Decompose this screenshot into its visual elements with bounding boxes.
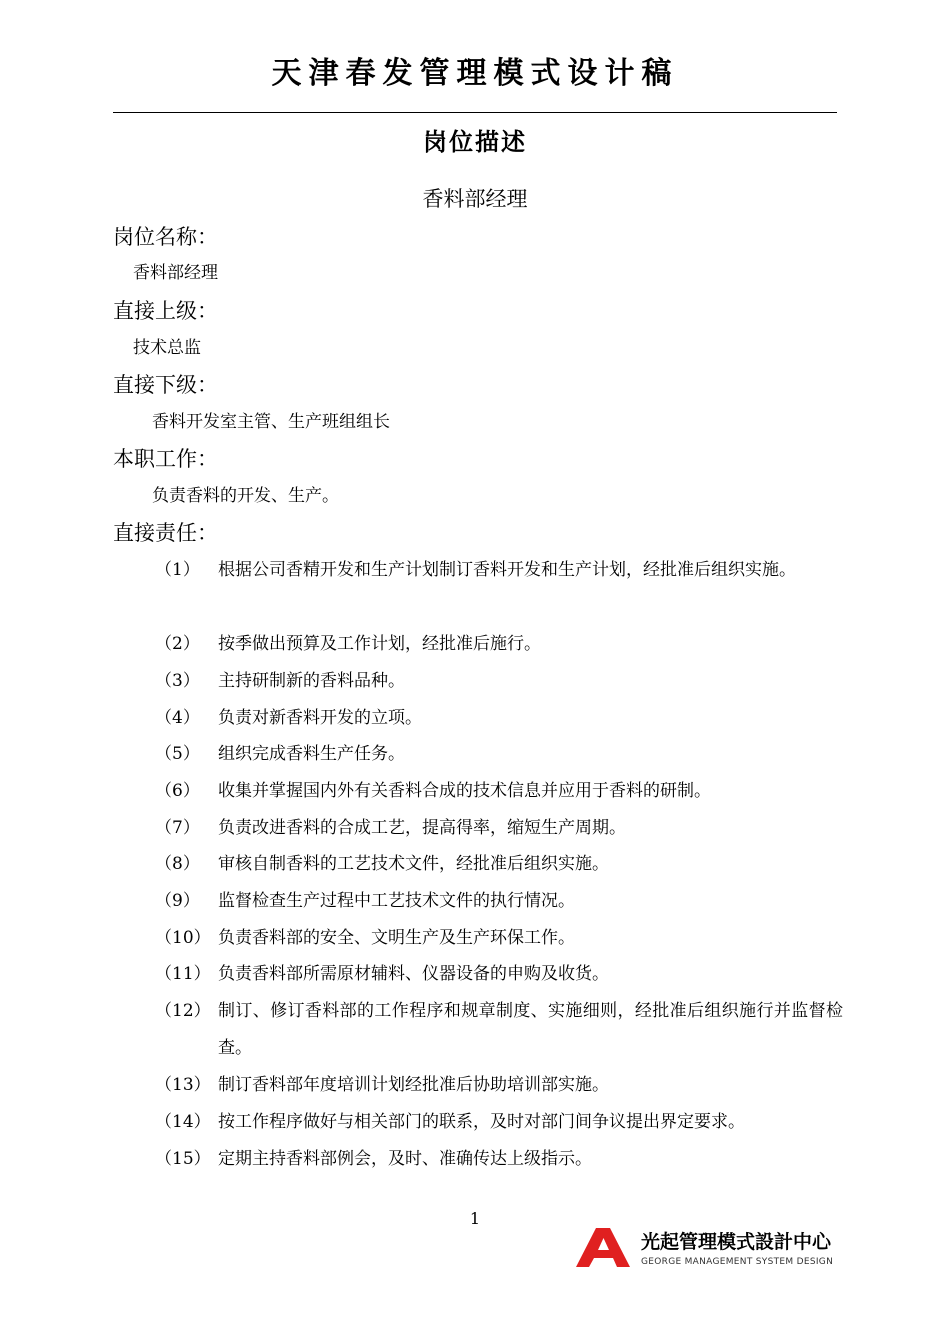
responsibility-text: 组织完成香料生产任务。 xyxy=(218,744,405,764)
responsibility-number: （2） xyxy=(155,634,200,654)
logo-name: 光起管理模式設計中心 xyxy=(641,1231,832,1253)
responsibility-text: 负责香料部的安全、文明生产及生产环保工作。 xyxy=(218,928,575,948)
responsibility-text: 审核自制香料的工艺技术文件，经批准后组织实施。 xyxy=(218,854,609,874)
document-title: 天津春发管理模式设计稿 xyxy=(271,56,679,91)
responsibility-text: 主持研制新的香料品种。 xyxy=(218,671,405,691)
responsibility-number: （4） xyxy=(155,708,200,728)
responsibilities-label: 直接责任： xyxy=(113,521,218,545)
responsibility-number: （12） xyxy=(155,1001,211,1021)
responsibility-number: （9） xyxy=(155,891,200,911)
responsibility-text: 按季做出预算及工作计划，经批准后施行。 xyxy=(218,634,541,654)
responsibility-text: 收集并掌握国内外有关香料合成的技术信息并应用于香料的研制。 xyxy=(218,781,711,801)
duty-value: 负责香料的开发、生产。 xyxy=(152,486,339,506)
responsibility-text: 根据公司香精开发和生产计划制订香料开发和生产计划，经批准后组织实施。 xyxy=(218,560,796,580)
responsibility-number: （8） xyxy=(155,854,200,874)
responsibility-number: （13） xyxy=(155,1075,211,1095)
job-name-label: 岗位名称： xyxy=(113,225,218,249)
superior-label: 直接上级： xyxy=(113,299,218,323)
responsibility-number: （10） xyxy=(155,928,211,948)
responsibility-number: （1） xyxy=(155,560,200,580)
responsibility-number: （11） xyxy=(155,964,211,984)
responsibility-text: 制订香料部年度培训计划经批准后协助培训部实施。 xyxy=(218,1075,609,1095)
title-divider xyxy=(113,112,837,113)
responsibility-text: 按工作程序做好与相关部门的联系，及时对部门间争议提出界定要求。 xyxy=(218,1112,745,1132)
responsibility-text: 监督检查生产过程中工艺技术文件的执行情况。 xyxy=(218,891,575,911)
logo-a-shape xyxy=(576,1228,630,1267)
duty-label: 本职工作： xyxy=(113,447,218,471)
logo-subtitle: GEORGE MANAGEMENT SYSTEM DESIGN xyxy=(641,1257,834,1267)
page-number: 1 xyxy=(469,1209,481,1228)
logo-a-icon xyxy=(574,1226,632,1268)
responsibility-number: （6） xyxy=(155,781,200,801)
responsibility-number: （7） xyxy=(155,818,200,838)
superior-value: 技术总监 xyxy=(133,338,201,358)
responsibility-number: （15） xyxy=(155,1149,211,1169)
responsibility-number: （3） xyxy=(155,671,200,691)
position-title: 香料部经理 xyxy=(422,187,528,211)
subordinates-value: 香料开发室主管、生产班组组长 xyxy=(152,412,390,432)
section-title: 岗位描述 xyxy=(423,128,527,156)
responsibility-text: 制订、修订香料部的工作程序和规章制度、实施细则，经批准后组织施行并监督检查。 xyxy=(218,1001,843,1058)
responsibility-number: （5） xyxy=(155,744,200,764)
responsibility-number: （14） xyxy=(155,1112,211,1132)
job-name-value: 香料部经理 xyxy=(133,263,218,283)
responsibility-text: 负责对新香料开发的立项。 xyxy=(218,708,422,728)
subordinates-label: 直接下级： xyxy=(113,373,218,397)
responsibility-text: 负责香料部所需原材辅料、仪器设备的申购及收货。 xyxy=(218,964,609,984)
responsibility-text: 负责改进香料的合成工艺，提高得率，缩短生产周期。 xyxy=(218,818,626,838)
responsibility-text: 定期主持香料部例会，及时、准确传达上级指示。 xyxy=(218,1149,592,1169)
